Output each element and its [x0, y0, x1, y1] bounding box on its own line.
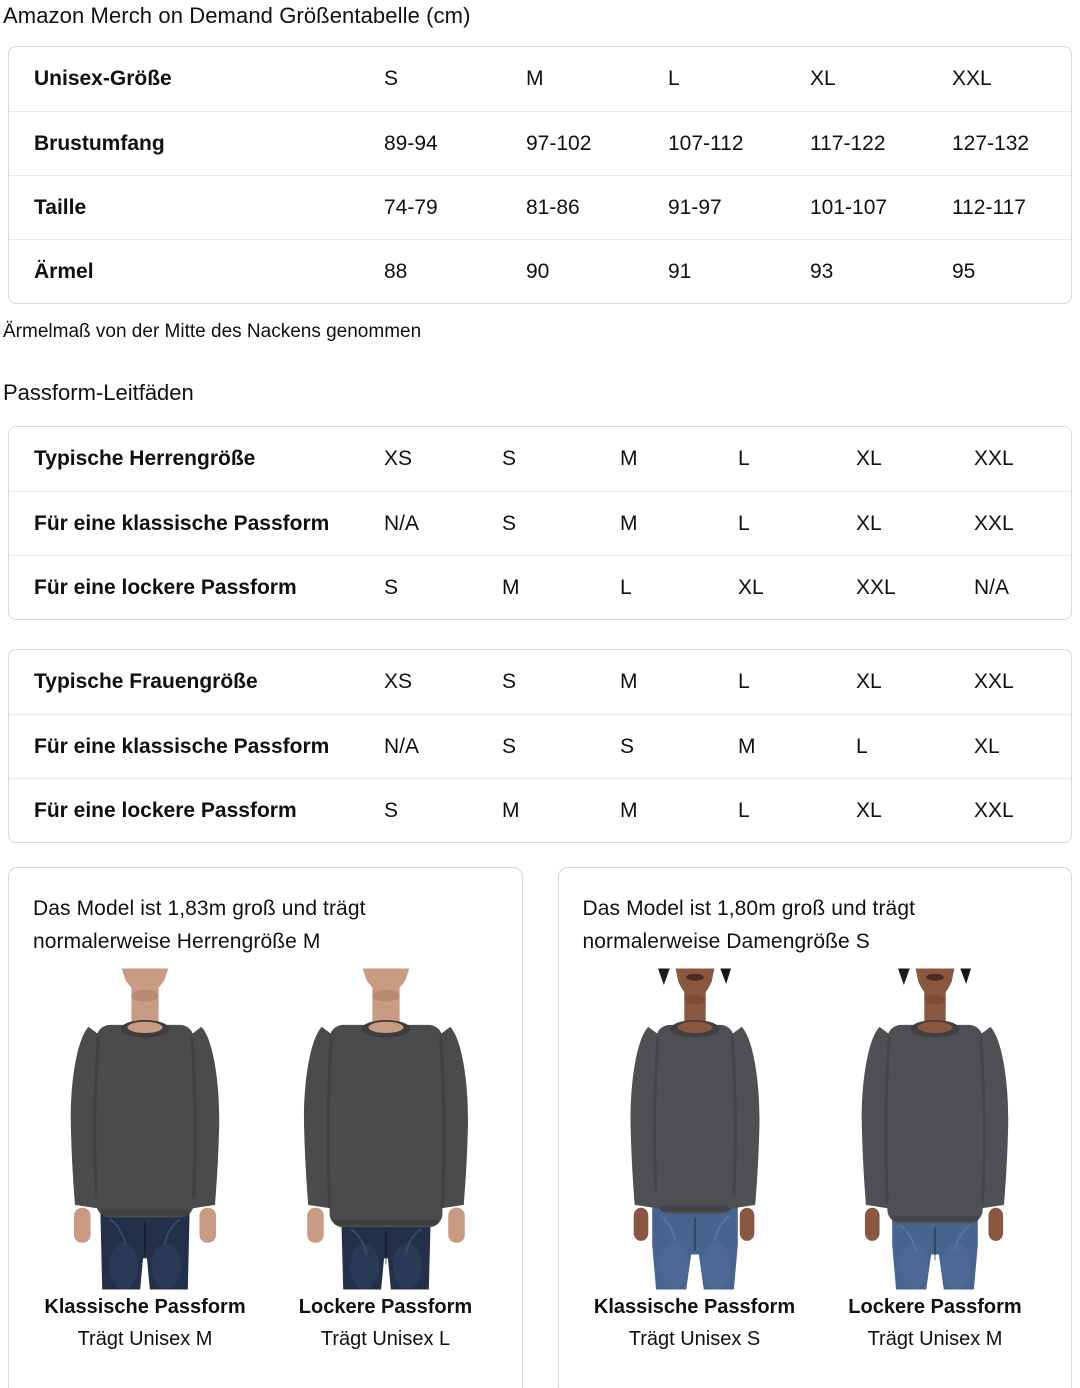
male-model-description: Das Model ist 1,83m groß und trägt normalerweise Herrengröße M: [33, 897, 366, 953]
cell-value: XS: [384, 670, 413, 693]
cell-value: S: [384, 575, 399, 599]
worn-size-label: Trägt Unisex S: [628, 1328, 761, 1350]
table-row: [9, 239, 1071, 303]
cell-value: L: [856, 734, 868, 758]
sleeve-measure-note: Ärmelmaß von der Mitte des Nackens genommen: [3, 321, 422, 342]
cell-value: XS: [384, 447, 413, 470]
row-label: Für eine klassische Passform: [34, 511, 330, 535]
cell-value: M: [502, 575, 520, 599]
cell-value: M: [738, 734, 756, 758]
cell-value: XXL: [856, 575, 896, 599]
mens-fit-table: [8, 426, 1072, 620]
fit-guides-heading: Passform-Leitfäden: [3, 380, 194, 405]
table-row: [9, 650, 1071, 714]
cell-value: XXL: [974, 670, 1014, 693]
cell-value: N/A: [974, 575, 1010, 599]
row-label: Typische Frauengröße: [34, 670, 258, 693]
cell-value: S: [502, 734, 517, 758]
model-cards: [8, 867, 1072, 1388]
cell-value: XXL: [974, 798, 1014, 822]
cell-value: XXL: [974, 511, 1014, 535]
row-label: Für eine lockere Passform: [34, 575, 297, 599]
female-model-description: Das Model ist 1,80m groß und trägt normalerweise Damengröße S: [582, 897, 916, 953]
table-row: [9, 491, 1071, 555]
male-model-loose-photo: [279, 968, 493, 1290]
cell-value: XXL: [974, 447, 1014, 470]
female-loose-fit-figure: [823, 968, 1047, 1378]
cell-value: L: [738, 447, 750, 470]
cell-value: 97-102: [526, 131, 592, 155]
cell-value: L: [738, 798, 750, 822]
table-row: [9, 427, 1071, 491]
female-model-loose-photo: [828, 968, 1042, 1290]
female-model-classic-photo: [588, 968, 802, 1290]
worn-size-label: Trägt Unisex M: [77, 1328, 213, 1350]
cell-value: XL: [856, 511, 882, 535]
cell-value: M: [620, 511, 638, 535]
cell-value: S: [502, 670, 517, 693]
cell-value: XL: [856, 798, 882, 822]
female-classic-fit-figure: [583, 968, 807, 1378]
row-label: Brustumfang: [34, 131, 165, 155]
cell-value: M: [620, 447, 638, 470]
table-row: [9, 714, 1071, 778]
male-classic-fit-figure: [33, 968, 257, 1378]
fit-label: Klassische Passform: [44, 1296, 246, 1318]
cell-value: 95: [952, 259, 976, 283]
cell-value: L: [738, 670, 750, 693]
cell-value: S: [502, 511, 517, 535]
table-row: [9, 778, 1071, 842]
table-row: [9, 175, 1071, 239]
fit-label: Lockere Passform: [848, 1296, 1022, 1318]
cell-value: L: [668, 67, 680, 90]
unisex-size-table: [8, 46, 1072, 304]
cell-value: S: [384, 798, 399, 822]
row-label: Ärmel: [34, 259, 94, 283]
cell-value: 74-79: [384, 195, 438, 219]
cell-value: L: [738, 511, 750, 535]
cell-value: S: [502, 447, 517, 470]
male-figures: [33, 968, 498, 1378]
row-label: Für eine lockere Passform: [34, 798, 297, 822]
male-model-classic-photo: [38, 968, 252, 1290]
cell-value: 89-94: [384, 131, 438, 155]
worn-size-label: Trägt Unisex M: [867, 1328, 1003, 1350]
cell-value: M: [620, 670, 638, 693]
cell-value: S: [620, 734, 635, 758]
cell-value: M: [526, 67, 544, 90]
cell-value: 112-117: [952, 195, 1026, 219]
cell-value: S: [384, 67, 399, 90]
cell-value: 81-86: [526, 195, 580, 219]
cell-value: L: [620, 575, 632, 599]
cell-value: 90: [526, 259, 550, 283]
cell-value: XL: [738, 575, 764, 599]
female-figures: [583, 968, 1048, 1378]
fit-label: Lockere Passform: [298, 1296, 473, 1318]
male-loose-fit-figure: [274, 968, 498, 1378]
cell-value: 117-122: [810, 131, 886, 155]
worn-size-label: Trägt Unisex L: [320, 1328, 451, 1350]
table-row: [9, 111, 1071, 175]
cell-value: XL: [856, 670, 882, 693]
cell-value: XL: [856, 447, 882, 470]
female-model-card: [558, 867, 1073, 1388]
table-row: [9, 555, 1071, 619]
row-label: Unisex-Größe: [34, 67, 172, 90]
cell-value: 91: [668, 259, 692, 283]
row-label: Taille: [34, 195, 87, 219]
row-label: Für eine klassische Passform: [34, 734, 330, 758]
womens-fit-table: [8, 649, 1072, 843]
cell-value: M: [620, 798, 638, 822]
row-label: Typische Herrengröße: [34, 447, 256, 470]
cell-value: XL: [810, 67, 836, 90]
cell-value: 101-107: [810, 195, 888, 219]
cell-value: N/A: [384, 734, 420, 758]
cell-value: XL: [974, 734, 1000, 758]
cell-value: 107-112: [668, 131, 744, 155]
cell-value: N/A: [384, 511, 420, 535]
cell-value: 88: [384, 259, 408, 283]
cell-value: XXL: [952, 67, 992, 90]
fit-label: Klassische Passform: [593, 1296, 796, 1318]
table-row: [9, 47, 1071, 111]
cell-value: M: [502, 798, 520, 822]
cell-value: 93: [810, 259, 834, 283]
male-model-card: [8, 867, 523, 1388]
cell-value: 127-132: [952, 131, 1030, 155]
page-title: Amazon Merch on Demand Größentabelle (cm): [3, 3, 471, 28]
cell-value: 91-97: [668, 195, 722, 219]
